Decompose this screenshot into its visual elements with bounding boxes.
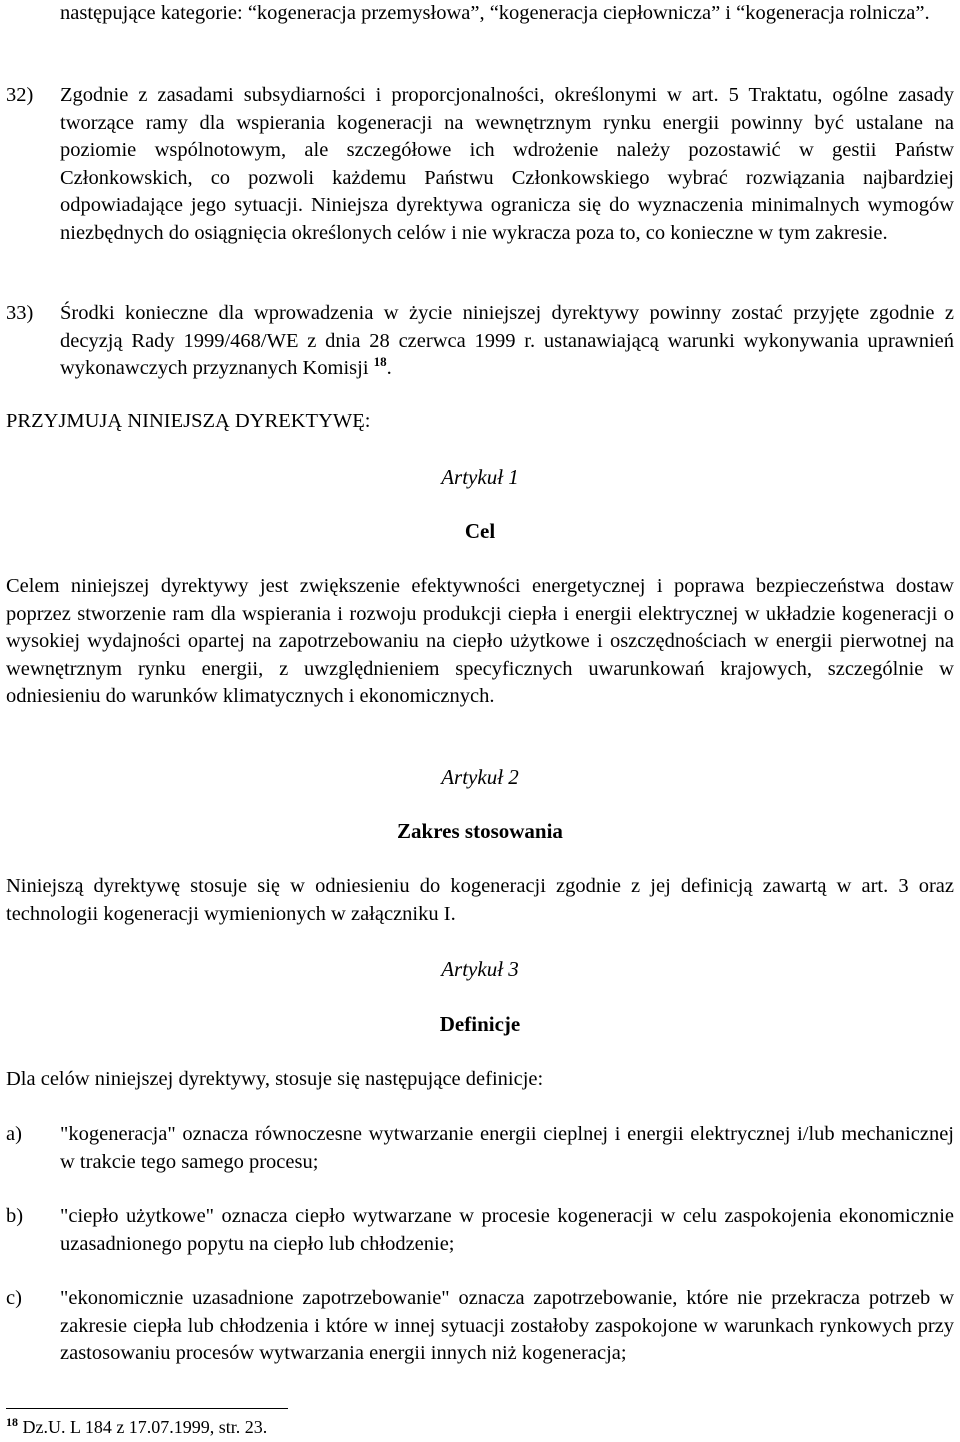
article-1-label: Artykuł 1 <box>441 465 519 489</box>
article-1-text: Celem niniejszej dyrektywy jest zwiększenie efektywności energetycznej i poprawa bezpieczeństwa dostaw poprzez stworzenie ram dla wspierania i rozwoju produkcji ciepła i energii elektrycznej w układzie kogeneracji o wysokiej wydajności opartej na zapotrzebowaniu na ciepło użytkowe i oszczędnościach w energii pierwotnej na wewnętrznym rynku energii, z uwzględnieniem specyficznych uwarunkowań krajowych, szczególnie w odniesieniu do warunków klimatycznych i ekonomicznych. <box>6 575 954 707</box>
article-1-title: Cel <box>464 519 496 543</box>
recital-end: . <box>386 357 392 379</box>
article-2-text: Niniejszą dyrektywę stosuje się w odniesieniu do kogeneracji zgodnie z jej definicją zawartą w art. 3 oraz technologii kogeneracji wymienionych w załączniku I. <box>6 875 954 925</box>
footnote-ref[interactable]: 18 <box>373 354 387 369</box>
recital-body: Środki konieczne dla wprowadzenia w życie niniejszej dyrektywy powinny zostać przyjęte zgodnie z decyzją Rady 1999/468/WE z dnia 28 czerwca 1999 r. ustanawiającą warunki wykonywania uprawnień wykonawczych przyznanych Komisji <box>60 302 954 379</box>
recital-number: 32) <box>6 84 34 106</box>
article-3-label: Artykuł 3 <box>441 957 519 981</box>
footnote-text: Dz.U. L 184 z 17.07.1999, str. 23. <box>22 1417 268 1437</box>
definition-letter: b) <box>6 1205 24 1227</box>
footnote-separator <box>6 1408 288 1409</box>
definition-text: "ekonomicznie uzasadnione zapotrzebowanie" oznacza zapotrzebowanie, które nie przekracza potrzeb w zakresie ciepła lub chłodzenia i które w innej sytuacji zostałoby zaspokojone w warunkach rynkowych przy zastosowaniu procesów wytwarzania energii innych niż kogeneracja; <box>60 1287 954 1364</box>
article-3-text: Dla celów niniejszej dyrektywy, stosuje się następujące definicje: <box>6 1068 544 1090</box>
recital-text <box>60 300 954 383</box>
definition-text: "kogeneracja" oznacza równoczesne wytwarzanie energii cieplnej i energii elektrycznej i/lub mechanicznej w trakcie tego samego procesu; <box>60 1123 954 1173</box>
definition-letter: c) <box>6 1287 22 1309</box>
article-2-title: Zakres stosowania <box>397 819 563 843</box>
article-3-title: Definicje <box>439 1012 521 1036</box>
recital-number: 33) <box>6 302 34 324</box>
article-2-label: Artykuł 2 <box>441 765 519 789</box>
adoption-formula: PRZYJMUJĄ NINIEJSZĄ DYREKTYWĘ: <box>6 410 371 432</box>
footnote <box>6 1416 267 1438</box>
definition-letter: a) <box>6 1123 22 1145</box>
recital-text: Zgodnie z zasadami subsydiarności i proporcjonalności, określonymi w art. 5 Traktatu, ogólne zasady tworzące ramy dla wspierania kogeneracji na wewnętrznym rynku energii powinny być ustalane na poziomie wspólnotowym, ale szczegółowe ich wdrożenie należy pozostawić w gestii Państw Członkowskich, co pozwoli każdemu Państwu Członkowskiego wybrać rozwiązania najbardziej odpowiadające jego sytuacji. Niniejsza dyrektywa ogranicza się do wyznaczenia minimalnych wymogów niezbędnych do osiągnięcia określonych celów i nie wykracza poza to, co konieczne w tym zakresie. <box>60 84 954 244</box>
definition-text: "ciepło użytkowe" oznacza ciepło wytwarzane w procesie kogeneracji w celu zaspokojenia ekonomicznie uzasadnionego popytu na ciepło lub chłodzenie; <box>60 1205 954 1255</box>
footnote-number: 18 <box>6 1415 18 1429</box>
intro-paragraph: następujące kategorie: “kogeneracja przemysłowa”, “kogeneracja ciepłownicza” i “kogeneracja rolnicza”. <box>60 2 930 24</box>
